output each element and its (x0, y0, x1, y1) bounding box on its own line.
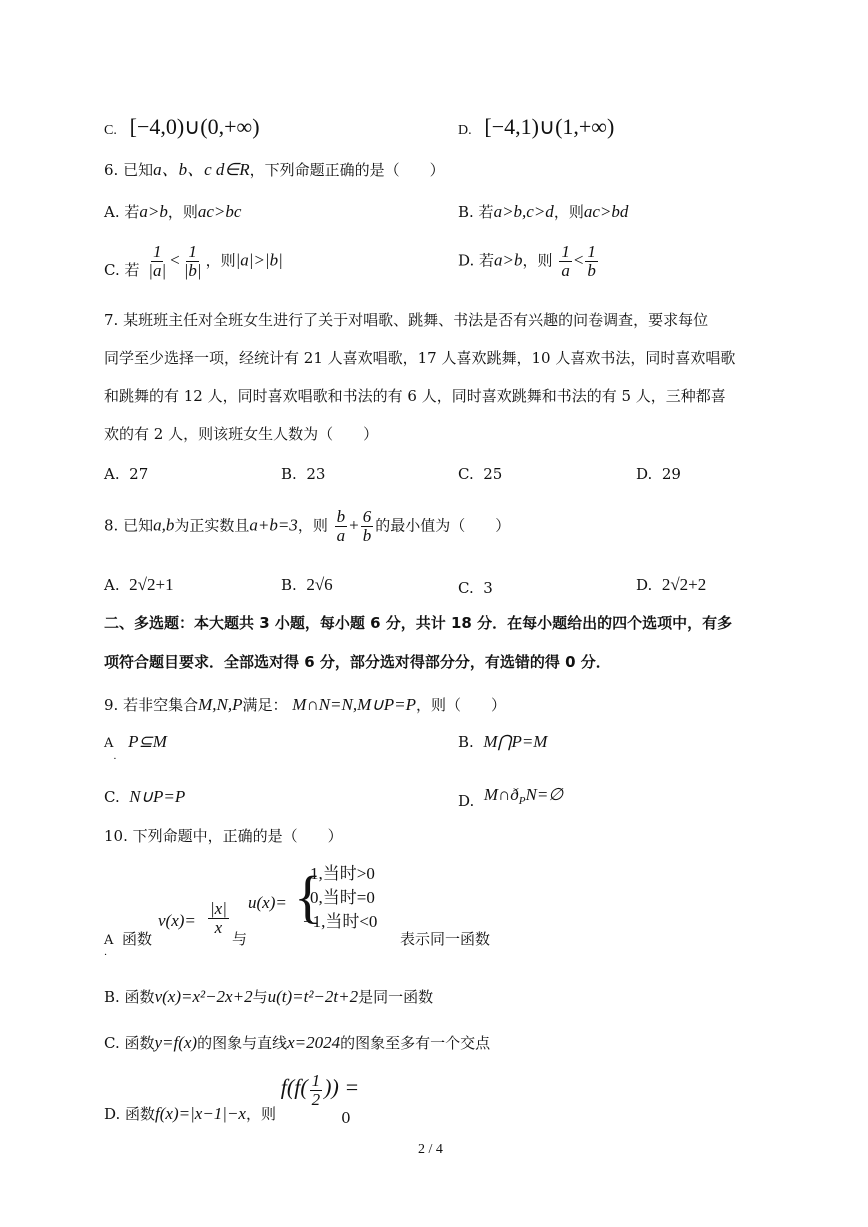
option-math: [−4,1)∪(1,+∞) (484, 114, 615, 139)
option-label: D. 若 (458, 251, 495, 270)
frac-den: b (362, 526, 372, 545)
option-label: B. 若 (458, 203, 494, 221)
option-label: D. (458, 792, 475, 810)
case-line: 0,当时=0 (310, 888, 375, 907)
q9-option-a (104, 731, 167, 762)
option-connector: ，则 (553, 203, 584, 221)
q9-option-d (458, 784, 563, 812)
option-value: N∪P=P (129, 787, 186, 806)
q10-option-d (104, 1071, 369, 1127)
option-text: 表示同一函数 (400, 930, 491, 948)
option-value: 23 (306, 465, 326, 483)
option-value: 2√2+1 (129, 575, 174, 594)
fraction (310, 1072, 323, 1109)
section-heading-line-2: 项符合题目要求．全部选对得 6 分，部分选对得部分分，有选错的得 0 分． (104, 653, 611, 671)
section-heading-line-1: 二、多选题：本大题共 3 小题，每小题 6 分，共计 18 分．在每小题给出的四个选项中，有多 (104, 614, 733, 632)
frac-den: 2 (311, 1090, 321, 1109)
complement-subscript: P (518, 795, 526, 807)
option-connector: ，则 (522, 251, 553, 270)
q8-option-d (636, 574, 706, 596)
q7-option-a (104, 463, 148, 485)
fraction (208, 900, 229, 937)
option-label: C. (104, 123, 117, 138)
option-label: C. 若 (104, 261, 140, 279)
q7-option-d (636, 463, 681, 485)
q8-mid1: 为正实数且 (174, 516, 250, 535)
option-text: 与 (232, 930, 248, 948)
q8-mid2: ，则 (297, 516, 328, 535)
option-label: C. (458, 579, 474, 597)
brace-glyph: { (294, 864, 322, 929)
case-line: 1,当时>0 (310, 864, 375, 883)
option-value: 2√2+2 (661, 575, 707, 594)
q9-sets: M,N,P (198, 695, 243, 714)
q10-stem: 10. 下列命题中，正确的是（ ） (104, 827, 343, 845)
q6-option-c (104, 243, 283, 280)
composite-f: f(f( (280, 1074, 308, 1100)
q6-option-a (104, 201, 241, 223)
function-u: u(x)= (248, 893, 287, 912)
option-label: C. (458, 465, 474, 483)
line-equation: x=2024 (287, 1033, 341, 1052)
q8-prefix: 8. 已知 (104, 516, 154, 535)
q6-option-b (458, 201, 628, 223)
q9-prefix: 9. 若非空集合 (104, 696, 199, 714)
option-label: A. (104, 576, 120, 594)
q7-line-4: 欢的有 2 人，则该班女生人数为（ ） (104, 425, 379, 443)
q6-suffix: ，下列命题正确的是（ ） (249, 161, 445, 179)
option-text: 的图象与直线 (197, 1034, 288, 1052)
q10-option-b (104, 986, 433, 1008)
frac-num: |x| (210, 899, 227, 918)
q9-stem (104, 694, 506, 716)
option-value: 29 (661, 465, 681, 483)
fraction (335, 508, 348, 545)
option-result: ac>bd (583, 202, 629, 221)
frac-num: b (336, 507, 346, 526)
option-connector: ，则 (167, 203, 198, 221)
option-label: B. (281, 465, 297, 483)
q10-option-a (104, 862, 564, 958)
q5-option-d (458, 116, 614, 142)
frac-num: 1 (152, 242, 162, 261)
function-y: y=f(x) (154, 1033, 198, 1052)
less-than: < (170, 250, 180, 270)
option-condition: a>b (139, 202, 168, 221)
q6-prefix: 6. 已知 (104, 161, 154, 179)
less-than: < (573, 250, 584, 270)
frac-num: 1 (188, 242, 197, 261)
frac-den: x (214, 918, 223, 937)
q9-condition: M∩N=N,M∪P=P (292, 695, 416, 714)
frac-num: 1 (587, 242, 596, 261)
q9-suffix: ，则（ ） (415, 696, 506, 714)
option-condition: a>b (494, 250, 523, 270)
option-text: 的图象至多有一个交点 (340, 1034, 491, 1052)
q7-line-2: 同学至少选择一项，经统计有 21 人喜欢唱歌，17 人喜欢跳舞，10 人喜欢书法，同时喜欢唱歌 (104, 349, 736, 367)
q9-option-c (104, 786, 185, 808)
option-text: ，则 (245, 1104, 276, 1123)
case-line: −1,当时<0 (303, 912, 378, 931)
function-v: v(x)=x²−2x+2 (154, 987, 253, 1006)
option-result: |a|>|b| (235, 250, 283, 270)
option-label: B. (458, 733, 474, 751)
q8-condition: a+b=3 (249, 515, 298, 535)
fraction (182, 243, 204, 280)
frac-den: |b| (183, 261, 202, 280)
fraction (361, 508, 374, 545)
option-label: D. (458, 123, 472, 138)
composite-close: )) = (324, 1074, 360, 1100)
option-connector: ，则 (205, 251, 236, 270)
q6-option-d (458, 243, 600, 280)
frac-den: b (587, 261, 596, 280)
option-label: B. (281, 576, 297, 594)
option-label: A. 若 (104, 203, 140, 221)
option-value: 3 (483, 579, 493, 597)
option-label: C. (104, 788, 120, 806)
option-value: 2√6 (306, 575, 333, 594)
q8-option-b (281, 574, 333, 596)
q7-line-1: 7. 某班班主任对全班女生进行了关于对唱歌、跳舞、书法是否有兴趣的问卷调查，要求每位 (104, 311, 709, 329)
option-label: A (104, 933, 114, 948)
function-v: v(x)= (158, 911, 196, 930)
option-text: 函数 (122, 930, 153, 948)
q8-stem (104, 508, 510, 545)
option-label: D. (636, 465, 653, 483)
function-u: u(t)=t²−2t+2 (267, 987, 359, 1006)
plus-sign: + (349, 515, 359, 535)
option-text: 是同一函数 (358, 988, 434, 1006)
q8-vars: a,b (153, 515, 175, 535)
option-label: A. (104, 465, 120, 483)
q8-option-c (458, 577, 493, 599)
q9-option-b (458, 731, 547, 753)
frac-den: a (561, 261, 570, 280)
option-dot: ． (113, 751, 124, 762)
option-dot: ． (104, 947, 114, 958)
function-f: f(x)=|x−1|−x (155, 1103, 246, 1123)
option-label: D. 函数 (104, 1104, 156, 1123)
q8-option-a (104, 574, 174, 596)
page-number: 2 / 4 (418, 1142, 443, 1157)
fraction (559, 243, 572, 280)
q7-line-3: 和跳舞的有 12 人，同时喜欢唱歌和书法的有 6 人，同时喜欢跳舞和书法的有 5 人，三种都喜 (104, 387, 726, 405)
q7-option-b (281, 463, 325, 485)
option-label: A (104, 736, 114, 751)
q6-vars: a、b、c d∈R (153, 160, 250, 179)
option-value: M∩ð (483, 785, 519, 804)
option-math: [−4,0)∪(0,+∞) (129, 114, 260, 139)
option-label: B. 函数 (104, 988, 155, 1006)
option-label: C. 函数 (104, 1034, 155, 1052)
option-value: 25 (483, 465, 503, 483)
option-value: 27 (129, 465, 149, 483)
frac-den: |a| (148, 261, 167, 280)
option-text: 与 (252, 988, 268, 1006)
q7-option-c (458, 463, 502, 485)
result-value: 0 (341, 1108, 351, 1127)
fraction (585, 243, 598, 280)
option-condition: a>b,c>d (493, 202, 554, 221)
option-label: D. (636, 576, 653, 594)
q8-suffix: 的最小值为（ ） (375, 516, 511, 535)
option-value: P⊆M (128, 732, 167, 751)
option-result: ac>bc (197, 202, 242, 221)
option-value: M⋂P=M (483, 732, 548, 751)
q9-mid: 满足： (242, 696, 288, 714)
frac-num: 6 (362, 507, 372, 526)
frac-num: 1 (311, 1071, 321, 1090)
frac-num: 1 (561, 242, 570, 261)
q6-stem (104, 159, 445, 181)
q10-option-c (104, 1032, 490, 1054)
fraction (146, 243, 168, 280)
frac-den: a (336, 526, 346, 545)
q5-option-c (104, 116, 260, 142)
option-value: N=∅ (525, 785, 564, 804)
